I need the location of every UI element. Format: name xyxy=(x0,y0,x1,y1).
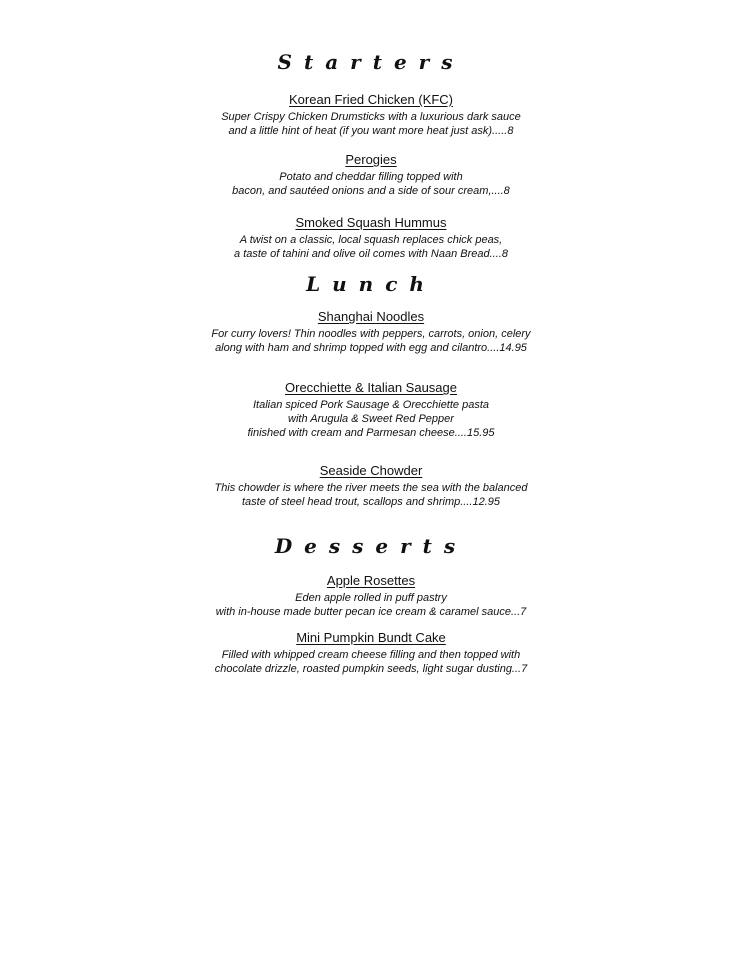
menu-item-desc-line: Super Crispy Chicken Drumsticks with a luxurious dark sauce xyxy=(221,111,521,123)
menu-item-desc-line: with Arugula & Sweet Red Pepper xyxy=(288,413,454,425)
menu-item-desc-line: finished with cream and Parmesan cheese....15.95 xyxy=(247,427,495,439)
menu-item-desc-line: A twist on a classic, local squash replaces chick peas, xyxy=(239,234,503,246)
menu-item-desc-line: a taste of tahini and olive oil comes with Naan Bread....8 xyxy=(234,248,508,260)
menu-item-name: Orecchiette & Italian Sausage xyxy=(285,380,457,395)
menu-item-apple-rosettes xyxy=(0,573,742,619)
menu-item-perogies xyxy=(0,152,742,198)
menu-item-korean-fried-chicken xyxy=(0,92,742,138)
menu-item-desc-line: along with ham and shrimp topped with egg and cilantro....14.95 xyxy=(215,342,527,354)
menu-item-desc-line: chocolate drizzle, roasted pumpkin seeds, light sugar dusting...7 xyxy=(214,663,528,675)
menu-item-desc-line: Italian spiced Pork Sausage & Orecchiette pasta xyxy=(252,399,490,411)
menu-item-name: Seaside Chowder xyxy=(319,463,423,478)
menu-item-name: Mini Pumpkin Bundt Cake xyxy=(296,630,446,645)
menu-item-orecchiette xyxy=(0,380,742,440)
menu-item-desc-line: This chowder is where the river meets the sea with the balanced xyxy=(214,482,528,494)
menu-item-desc-line: with in-house made butter pecan ice cream & caramel sauce...7 xyxy=(215,606,527,618)
lunch-heading: Lunch xyxy=(306,272,436,296)
menu-item-shanghai-noodles xyxy=(0,309,742,355)
menu-item-desc-line: For curry lovers! Thin noodles with peppers, carrots, onion, celery xyxy=(211,328,531,340)
menu-item-name: Apple Rosettes xyxy=(326,573,416,588)
menu-item-name: Smoked Squash Hummus xyxy=(295,215,447,230)
menu-item-desc-line: Potato and cheddar filling topped with xyxy=(279,171,463,183)
menu-item-desc-line: bacon, and sautéed onions and a side of sour cream,....8 xyxy=(232,185,510,197)
menu-item-name: Shanghai Noodles xyxy=(317,309,425,324)
menu-item-seaside-chowder xyxy=(0,463,742,509)
menu-item-desc-line: Eden apple rolled in puff pastry xyxy=(295,592,447,604)
menu-item-desc-line: Filled with whipped cream cheese filling and then topped with xyxy=(221,649,521,661)
menu-item-name: Perogies xyxy=(345,152,397,167)
menu-item-smoked-squash-hummus xyxy=(0,215,742,261)
menu-item-desc-line: and a little hint of heat (if you want more heat just ask).....8 xyxy=(228,125,514,137)
menu-item-name: Korean Fried Chicken (KFC) xyxy=(289,92,453,107)
starters-heading: Starters xyxy=(277,50,465,74)
menu-item-mini-pumpkin-bundt-cake xyxy=(0,630,742,676)
menu-item-desc-line: taste of steel head trout, scallops and shrimp....12.95 xyxy=(241,496,501,508)
desserts-heading: Desserts xyxy=(274,534,468,558)
